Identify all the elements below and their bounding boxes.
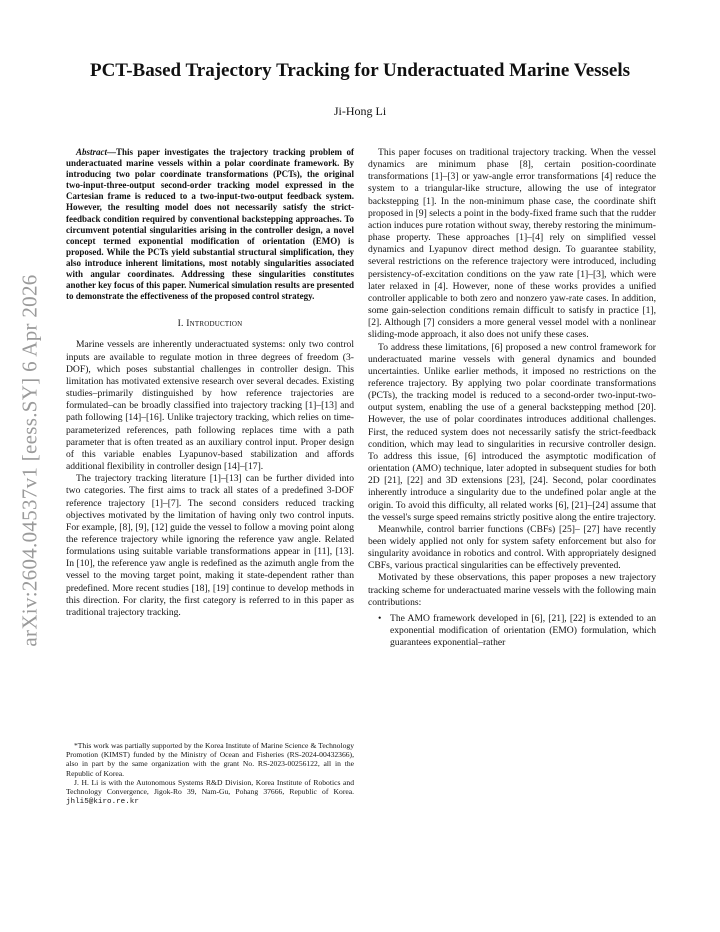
body-paragraph: Meanwhile, control barrier functions (CBFs) [25]– [27] have recently been widely applied not only for system safety enforcement but also for singularity avoidance in robotics and control. With appropriately designed CBFs, various practical singularities can be effectively prevented. [368, 523, 656, 572]
body-paragraph: Motivated by these observations, this paper proposes a new trajectory tracking scheme for underactuated marine vessels with the following main contributions: [368, 572, 656, 608]
author-email: jhli5@kiro.re.kr [66, 798, 139, 807]
paper-author: Ji-Hong Li [333, 104, 387, 118]
paper-title: PCT-Based Trajectory Tracking for Underactuated Marine Vessels [89, 60, 631, 81]
body-paragraph: To address these limitations, [6] proposed a new control framework for underactuated marine vessels with general dynamics and bounded uncertainties. Unlike earlier methods, it imposed no restrictions on the reference trajectory. By applying two polar coordinate transformations (PCTs), the tracking model is reduced to a second-order two-input-two-output system, enabling the use of a general backstepping method [20]. However, the use of polar coordinates introduces additional challenges. First, the reduced system does not necessarily satisfy the strict-feedback condition, which may lead to singularities in recursive controller design. To address this issue, [6] introduced the asymptotic modification of orientation (AMO) technique, later adopted in subsequent studies for both 2D [21], [22] and 3D extensions [23], [24]. Second, polar coordinates inherently introduce a singularity due to the undefined polar angle at the origin. To avoid this difficulty, all related works [6], [21]–[24] assume that the vessel's surge speed remains strictly positive along the entire trajectory. [368, 341, 656, 523]
section-title: Introduction [186, 318, 243, 330]
bullet-icon: • [378, 612, 382, 624]
contributions-list [368, 613, 656, 649]
abstract [66, 147, 354, 302]
contribution-item [378, 612, 656, 649]
abstract-label: Abstract [76, 147, 108, 157]
section-heading-introduction [66, 318, 354, 330]
footnotes [66, 741, 354, 807]
body-paragraph: Marine vessels are inherently underactuated systems: only two control inputs are available to regulate motion in three degrees of freedom (3-DOF), which poses substantial challenges in controller design. This limitation has motivated extensive research over several decades. Existing studies–primarily distinguished by how reference trajectories are formulated–can be broadly classified into trajectory tracking [1]–[13] and path following [14]–[16]. Unlike trajectory tracking, which relies on time-parameterized references, path following replaces time with a path parameter that is often treated as an auxiliary control input. Proper design of this variable enables Lyapunov-based stabilization and affords additional flexibility in controller design [14]–[17]. [66, 339, 354, 473]
abstract-text: —This paper investigates the trajectory tracking problem of underactuated marine vessels within a polar coordinate framework. By introducing two polar coordinate transformations (PCTs), the original two-input-three-output second-order tracking model expressed in the Cartesian frame is reduced to a two-input-two-output feedback system. However, the resulting model does not necessarily satisfy the strict-feedback condition required by conventional backstepping approaches. To circumvent potential singularities arising in the controller design, a novel concept termed exponential modification of orientation (EMO) is proposed. While the PCTs yield substantial structural simplification, they also introduce inherent limitations, most notably singularities associated with angular coordinates. Addressing these singularities constitutes another key focus of this paper. Numerical simulation results are presented to demonstrate the effectiveness of the proposed control strategy. [66, 147, 354, 302]
funding-footnote: *This work was partially supported by the Korea Institute of Marine Science & Technology Promotion (KIMST) funded by the Ministry of Ocean and Fisheries (RS-2024-00432366), also in part by the same organization with the grant No. RS-2023-00256122, all in the Republic of Korea. [66, 741, 354, 778]
right-column [368, 147, 656, 649]
affiliation-text: J. H. Li is with the Autonomous Systems R&D Division, Korea Institute of Robotics and Technology Convergence, Jigok-Ro 39, Nam-Gu, Pohang 37666, Republic of Korea. [66, 777, 354, 797]
affiliation-footnote [66, 778, 354, 808]
contribution-text: The AMO framework developed in [6], [21], [22] is extended to an exponential modification of orientation (EMO) formulation, which guarantees exponential–rather [390, 612, 656, 649]
arxiv-identifier-text: arXiv:2604.04537v1 [eess.SY] 6 Apr 2026 [17, 273, 42, 647]
body-paragraph: This paper focuses on traditional trajectory tracking. When the vessel dynamics are minimum phase [8], certain position-coordinate transformations [1]–[3] or yaw-angle error transformations [4] reduce the system to a triangular-like structure, allowing the use of integrator backstepping [1]. In the non-minimum phase case, the coordinate shift proposed in [9] selects a point in the body-fixed frame such that the rudder action induces pure rotation without sway, thereby restoring the minimum-phase property. These approaches [1]–[4] rely on simplified vessel dynamics and Lyapunov direct method design. To guarantee stability, several restrictions on the reference trajectory were introduced, including persistency-of-excitation conditions on the yaw rate [1]–[3], which were later relaxed in [4]. However, none of these works provides a unified controller applicable to both zero and nonzero yaw-rate cases. In addition, some gain-selection conditions remain difficult to satisfy in practice [1], [2]. Although [7] considers a more general vessel model with a nonlinear sliding-mode approach, it also does not unify these cases. [368, 147, 656, 341]
section-number: I. [177, 318, 187, 330]
body-paragraph: The trajectory tracking literature [1]–[13] can be further divided into two categories. The first aims to track all states of a predefined 3-DOF reference trajectory [1]–[7]. The second considers reduced tracking objectives motivated by the limitation of having only two control inputs. For example, [8], [9], [12] guide the vessel to follow a moving point along the reference trajectory while ignoring the reference yaw angle. Related formulations using suitable variable transformations appear in [11], [13]. In [10], the reference yaw angle is redefined as the azimuth angle from the vessel to the moving target point, making it state-dependent rather than predefined. More recent studies [18], [19] continue to develop methods in this direction. For clarity, the first category is referred to in this paper as traditional trajectory tracking. [66, 473, 354, 618]
arxiv-identifier-stamp [10, 250, 50, 670]
left-column [66, 147, 354, 619]
